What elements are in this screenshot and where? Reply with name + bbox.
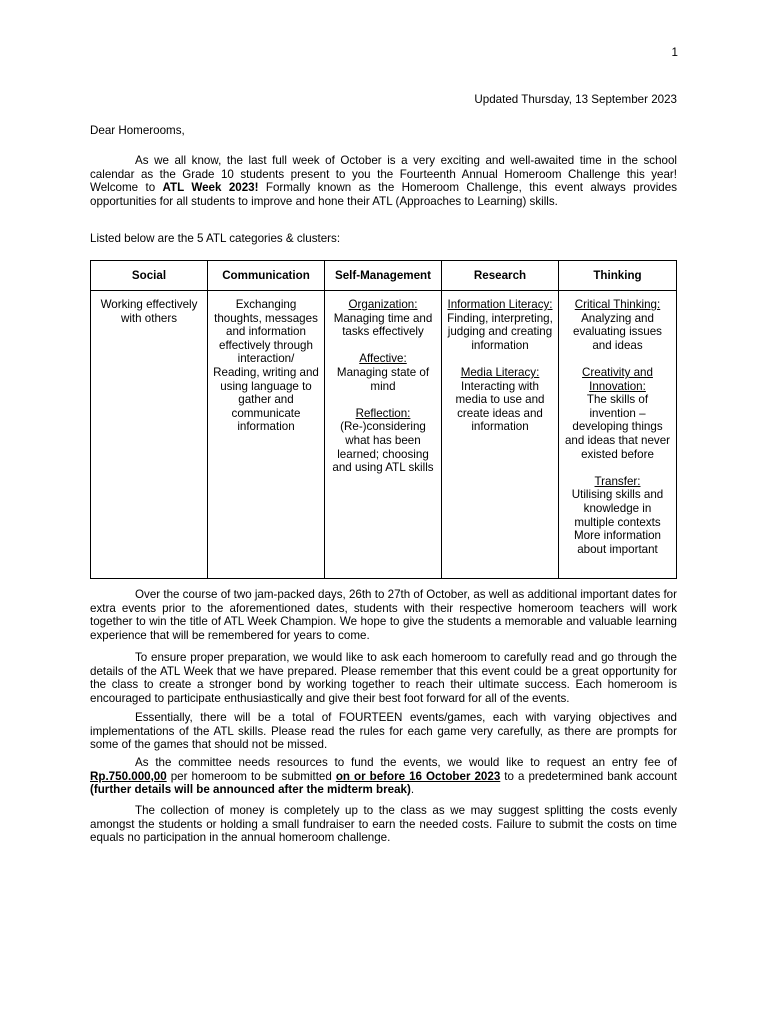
cluster-text: The skills of invention – developing things and ideas that never existed before	[564, 393, 671, 461]
cluster-text: Finding, interpreting, judging and creating information	[447, 311, 553, 352]
cluster-text: Analyzing and evaluating issues and ideas	[573, 311, 662, 352]
paragraph-text: As the committee needs resources to fund the events, we would like to request an entry fee of	[135, 756, 677, 769]
cluster-title: Critical Thinking:	[574, 298, 661, 311]
table-header-row	[91, 261, 677, 291]
cell-self-management	[325, 291, 442, 579]
cell-research	[442, 291, 559, 579]
cell-social: Working effectively with others	[91, 291, 208, 579]
cluster-text: Utilising skills and knowledge in multiple contexts More information about important	[571, 488, 664, 556]
paragraph-events	[90, 711, 677, 752]
cluster-title: Organization:	[348, 298, 418, 311]
paragraph-entry-fee	[90, 756, 677, 797]
paragraph-collection	[90, 804, 677, 845]
cluster-title: Transfer:	[594, 474, 641, 488]
table-row	[91, 291, 677, 579]
cluster-text: (Re-)considering what has been learned; choosing and using ATL skills	[332, 420, 434, 475]
list-intro: Listed below are the 5 ATL categories & clusters:	[90, 232, 341, 245]
intro-paragraph	[90, 154, 677, 208]
intro-text-end: Formally known as the Homeroom Challenge, this event always provides opportunities for all students to improve and hone their ATL (Approaches to Learning) skills.	[90, 181, 678, 208]
paragraph-preparation	[90, 651, 677, 705]
cluster-title: Creativity and Innovation:	[582, 365, 653, 393]
header-self-management: Self-Management	[325, 261, 442, 291]
cell-thinking	[559, 291, 677, 579]
paragraph-text: To ensure proper preparation, we would like to ask each homeroom to carefully read and go through the details of the ATL Week that we have prepared. Please remember that this event could be a great opportunity for the class to create a stronger bond by working together to reach their ultimate success. Each homeroom is encouraged to participate enthusiastically and give their best foot forward for all of the events.	[90, 651, 677, 705]
entry-fee-amount: Rp.750.000,00	[90, 769, 167, 783]
paragraph-schedule	[90, 588, 677, 642]
page-number: 1	[671, 46, 678, 59]
updated-date: Updated Thursday, 13 September 2023	[474, 93, 677, 106]
event-name: ATL Week 2023!	[162, 181, 259, 195]
cluster-text: Managing time and tasks effectively	[333, 311, 433, 339]
paragraph-text: The collection of money is completely up to the class as we may suggest splitting the costs evenly amongst the students or holding a small fundraiser to earn the needed costs. Failure to submit the costs on time equals no participation in the annual homeroom challenge.	[90, 804, 677, 845]
cluster-title: Media Literacy:	[460, 365, 540, 379]
paragraph-text: Over the course of two jam-packed days, 26th to 27th of October, as well as additional important dates for extra events prior to the aforementioned dates, students with their respective homeroom teachers will work together to win the title of ATL Week Champion. We hope to give the students a memorable and valuable learning experience that will be remembered for years to come.	[90, 588, 677, 642]
bank-details-note: (further details will be announced after the midterm break)	[90, 783, 411, 797]
submission-deadline: on or before 16 October 2023	[335, 769, 501, 783]
intro-text: As we all know, the last full week of October is a very exciting and well-awaited time in the school calendar as the Grade 10 students present to you the Fourteenth Annual Homeroom Challenge this year! Welcome to	[90, 154, 677, 195]
paragraph-text: to a predetermined bank account	[500, 769, 678, 783]
header-thinking: Thinking	[559, 261, 677, 291]
header-communication: Communication	[208, 261, 325, 291]
paragraph-text: per homeroom to be submitted	[166, 769, 336, 783]
cluster-title: Information Literacy:	[447, 298, 553, 311]
paragraph-text: Essentially, there will be a total of FOURTEEN events/games, each with varying objectives and implementations of the ATL skills. Please read the rules for each game very carefully, as there are prompts for some of the games that should not be missed.	[90, 711, 677, 752]
cluster-text: Interacting with media to use and create ideas and information	[455, 379, 545, 434]
cell-communication: Exchanging thoughts, messages and information effectively through interaction/ Reading, writing and using language to gather and communicate information	[208, 291, 325, 579]
header-research: Research	[442, 261, 559, 291]
cluster-text: Managing state of mind	[336, 365, 430, 393]
paragraph-text: .	[410, 783, 415, 797]
atl-table	[90, 260, 677, 579]
cluster-title: Affective:	[359, 352, 407, 366]
greeting: Dear Homerooms,	[90, 124, 185, 137]
header-social: Social	[91, 261, 208, 291]
cluster-title: Reflection:	[355, 406, 411, 420]
